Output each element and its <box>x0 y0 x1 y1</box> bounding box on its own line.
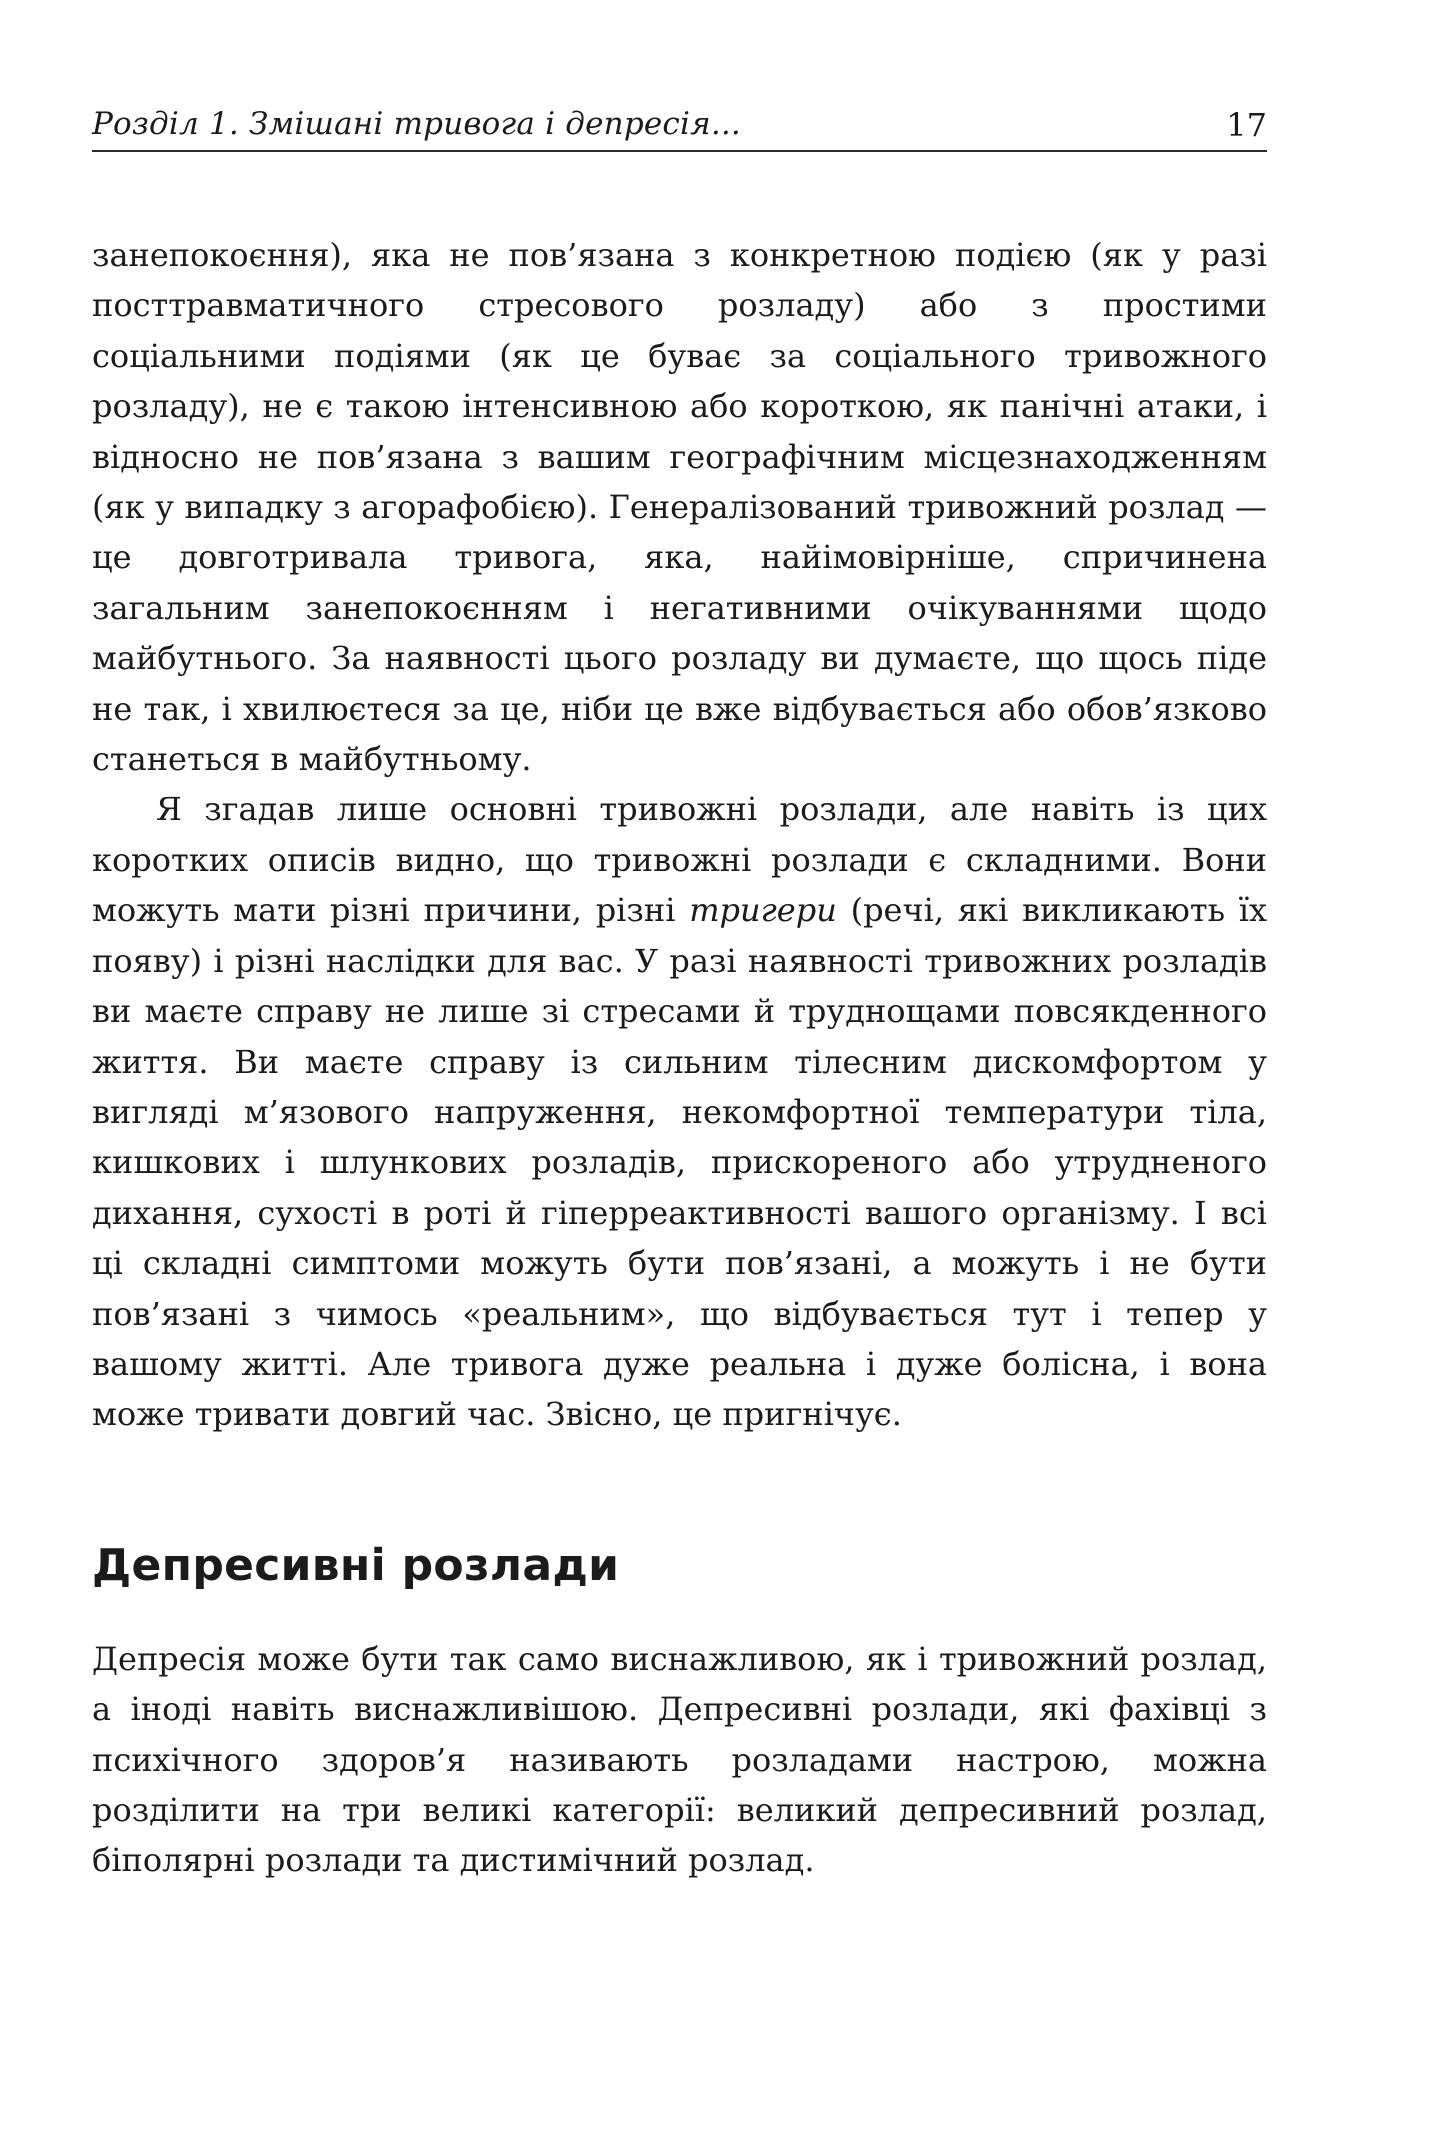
running-title: Розділ 1. Змішані тривога і депресія... <box>92 106 741 142</box>
paragraph-depression-intro: Депресія може бути так само виснажливою, як і тривожний розлад, а іноді навіть виснажливішою. Депресивні розлади, які фахівці з психічного здоров’я називають розладами настрою, можна розділити на три великі категорії: великий депресивний розлад, біполярні розлади та дистимічний розлад. <box>92 1639 1267 1880</box>
paragraph-anxiety-summary <box>92 784 1267 1439</box>
page-body <box>92 230 1267 1886</box>
emphasized-term: тригери <box>689 891 837 930</box>
paragraph-text: (речі, які викликають їх появу) і різні наслідки для вас. У разі наявності тривожних розладів ви маєте справу не лише зі стресами й труднощами повсякденного життя. Ви маєте справу із сильним тілесним дискомфортом у вигляді м’язового напруження, некомфортної температури тіла, кишкових і шлункових розладів, прискореного або утрудненого дихання, сухості в роті й гіперреактивності вашого організму. І всі ці складні симптоми можуть бути пов’язані, а можуть і не бути пов’язані з чимось «реальним», що відбувається тут і тепер у вашому житті. Але тривога дуже реальна і дуже болісна, і вона може тривати довгий час. Звісно, це пригнічує. <box>92 891 1268 1434</box>
page-number: 17 <box>1226 106 1267 144</box>
running-header <box>92 102 1267 152</box>
paragraph-anxiety-continued: занепокоєння), яка не пов’язана з конкретною подією (як у разі посттравматичного стресового розладу) або з простими соціальними подіями (як це буває за соціального тривожного розладу), не є такою інтенсивною або короткою, як панічні атаки, і відносно не пов’язана з вашим географічним місцезнаходженням (як у випадку з агорафобією). Генералізований тривожний розлад — це довготривала тривога, яка, найімовірніше, спричинена загальним занепокоєнням і негативними очікуваннями щодо майбутнього. За наявності цього розладу ви думаєте, що щось піде не так, і хвилюєтеся за це, ніби це вже відбувається або обов’язково станеться в майбутньому. <box>92 236 1267 779</box>
section-heading: Депресивні розлади <box>92 1539 620 1591</box>
paragraph-text: Я згадав лише основні тривожні розлади, але навіть із цих коротких описів видно, що тривожні розлади є складними. Вони можуть мати різні причини, різні <box>92 790 1267 930</box>
